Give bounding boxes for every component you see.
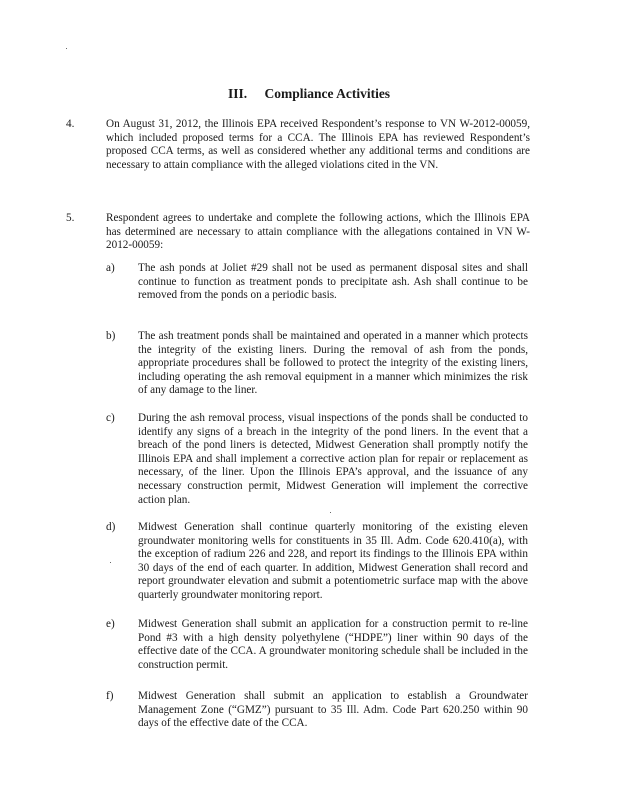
item-label: d) (106, 521, 116, 533)
item-label: c) (106, 412, 115, 424)
paragraph-text: Respondent agrees to undertake and complete the following actions, which the Illinois EPA has determined are necessary to attain compliance with the allegations contained in VN W-2012-00059: (106, 212, 530, 252)
item-text: The ash treatment ponds shall be maintained and operated in a manner which protects the integrity of the existing liners. During the removal of ash from the ponds, appropriate procedures shall be followed to protect the integrity of the existing liners, including operating the ash removal equipment in a manner which minimizes the risk of any damage to the liner. (138, 330, 528, 397)
item-text: Midwest Generation shall continue quarterly monitoring of the existing eleven groundwater monitoring wells for constituents in 35 Ill. Adm. Code 620.410(a), with the exception of radium 226 and 228, and report its findings to the Illinois EPA within 30 days of the end of each quarter. In addition, Midwest Generation shall record and report groundwater elevation and submit a potentiometric surface map with the above quarterly groundwater monitoring report. (138, 521, 528, 601)
scan-speck (330, 512, 331, 513)
paragraph-number: 5. (66, 212, 75, 224)
item-label: e) (106, 618, 115, 630)
item-text: The ash ponds at Joliet #29 shall not be used as permanent disposal sites and shall continue to function as treatment ponds to precipitate ash. Ash shall continue to be removed from the ponds on a periodic basis. (138, 262, 528, 302)
item-text: During the ash removal process, visual inspections of the ponds shall be conducted to identify any signs of a breach in the integrity of the pond liners. In the event that a breach of the pond liners is detected, Midwest Generation shall promptly notify the Illinois EPA and shall implement a corrective action plan for repair or replacement as necessary, of the liner. Upon the Illinois EPA’s approval, and the issuance of any necessary construction permit, Midwest Generation will implement the corrective action plan. (138, 412, 528, 506)
item-label: b) (106, 330, 116, 342)
item-label: f) (106, 690, 114, 702)
paragraph-text: On August 31, 2012, the Illinois EPA received Respondent’s response to VN W-2012-00059, which included proposed terms for a CCA. The Illinois EPA has reviewed Respondent’s proposed CCA terms, as well as considered whether any additional terms and conditions are necessary to attain compliance with the alleged violations cited in the VN. (106, 118, 530, 171)
item-label: a) (106, 262, 115, 274)
section-title: Compliance Activities (264, 86, 391, 101)
section-heading (0, 86, 618, 102)
scan-speck (66, 48, 67, 49)
item-text: Midwest Generation shall submit an application for a construction permit to re-line Pond #3 with a high density polyethylene (“HDPE”) liner within 90 days of the effective date of the CCA. A groundwater monitoring schedule shall be included in the construction permit. (138, 618, 528, 671)
paragraph-number: 4. (66, 118, 75, 130)
section-number: III. (227, 86, 248, 101)
item-text: Midwest Generation shall submit an application to establish a Groundwater Management Zone (“GMZ”) pursuant to 35 Ill. Adm. Code Part 620.250 within 90 days of the effective date of the CCA. (138, 690, 528, 730)
scan-speck (110, 562, 111, 563)
